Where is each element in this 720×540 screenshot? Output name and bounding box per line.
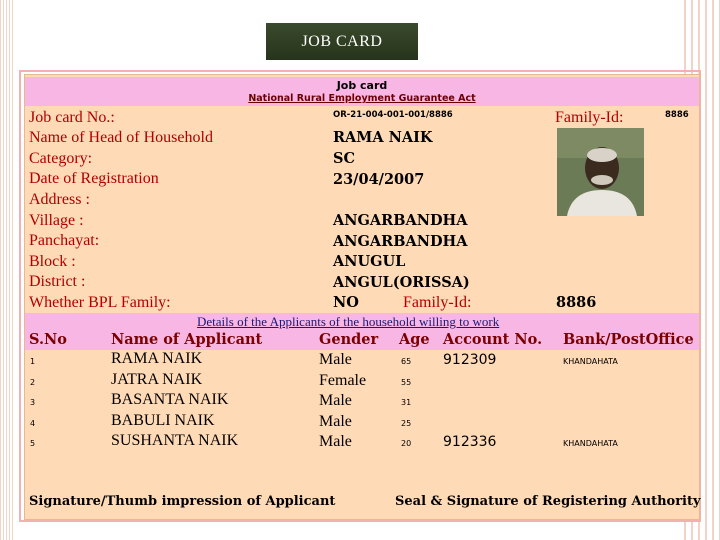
table-row-3-age: 31 <box>401 398 412 407</box>
field-value-bpl: NO <box>333 294 359 311</box>
col-header-gender: Gender <box>319 331 379 348</box>
col-header-sno: S.No <box>29 331 67 348</box>
job-card-image <box>24 74 700 520</box>
card-subtitle: National Rural Employment Guarantee Act <box>248 93 476 104</box>
table-row-1-gender: Male <box>319 351 352 368</box>
applicant-photo <box>557 128 644 216</box>
field-value-registration: 23/04/2007 <box>333 171 425 188</box>
table-row-4-sno: 4 <box>30 419 36 428</box>
card-title: Job card <box>336 79 388 92</box>
family-id-value: 8886 <box>665 110 689 120</box>
field-value-panchayat: ANGARBANDHA <box>333 233 468 250</box>
details-title: Details of the Applicants of the household willing to work <box>197 314 500 329</box>
field-value-block: ANUGUL <box>333 253 406 270</box>
table-row-1-bank: KHANDAHATA <box>563 357 618 366</box>
job-card-no-value: OR-21-004-001-001/8886 <box>333 110 453 120</box>
table-row-4-name: BABULI NAIK <box>111 412 215 429</box>
table-row-2-gender: Female <box>319 372 367 389</box>
family-id-label: Family-Id: <box>555 109 624 126</box>
field-label-block: Block : <box>29 253 76 270</box>
slide-title: JOB CARD <box>301 32 383 50</box>
table-row-5-sno: 5 <box>30 439 36 448</box>
table-row-3-sno: 3 <box>30 398 36 407</box>
field-value-head: RAMA NAIK <box>333 129 433 146</box>
col-header-age: Age <box>399 331 430 348</box>
table-row-2-sno: 2 <box>30 378 36 387</box>
col-header-bank: Bank/PostOffice <box>563 331 694 348</box>
field-label-registration: Date of Registration <box>29 170 159 187</box>
bpl-family-id-label: Family-Id: <box>403 294 472 311</box>
field-label-head: Name of Head of Household <box>29 129 213 146</box>
table-row-1-name: RAMA NAIK <box>111 350 203 367</box>
table-row-2-age: 55 <box>401 378 412 387</box>
decorative-stripes-left <box>0 0 14 540</box>
table-row-4-gender: Male <box>319 413 352 430</box>
slide-title-banner <box>266 23 418 60</box>
col-header-name: Name of Applicant <box>111 331 263 348</box>
table-row-3-gender: Male <box>319 392 352 409</box>
field-label-address: Address : <box>29 191 90 208</box>
table-row-4-age: 25 <box>401 419 412 428</box>
table-row-5-age: 20 <box>401 439 412 448</box>
signature-applicant: Signature/Thumb impression of Applicant <box>29 494 336 509</box>
field-label-category: Category: <box>29 150 93 167</box>
bpl-family-id-value: 8886 <box>556 294 597 311</box>
table-row-1-age: 65 <box>401 357 412 366</box>
table-row-5-bank: KHANDAHATA <box>563 439 618 448</box>
signature-authority: Seal & Signature of Registering Authority <box>395 494 701 509</box>
field-value-district: ANGUL(ORISSA) <box>333 274 470 291</box>
table-row-5-account: 912336 <box>443 434 497 450</box>
field-label-bpl: Whether BPL Family: <box>29 294 171 311</box>
field-value-village: ANGARBANDHA <box>333 212 468 229</box>
table-row-1-account: 912309 <box>443 352 497 368</box>
table-row-3-name: BASANTA NAIK <box>111 391 229 408</box>
table-row-5-name: SUSHANTA NAIK <box>111 432 239 449</box>
field-label-district: District : <box>29 273 86 290</box>
table-row-5-gender: Male <box>319 433 352 450</box>
table-row-2-name: JATRA NAIK <box>111 371 203 388</box>
job-card-no-label: Job card No.: <box>29 109 115 126</box>
table-row-1-sno: 1 <box>30 357 36 366</box>
field-label-village: Village : <box>29 212 84 229</box>
field-value-category: SC <box>333 150 356 167</box>
col-header-account: Account No. <box>443 331 543 348</box>
field-label-panchayat: Panchayat: <box>29 232 100 249</box>
